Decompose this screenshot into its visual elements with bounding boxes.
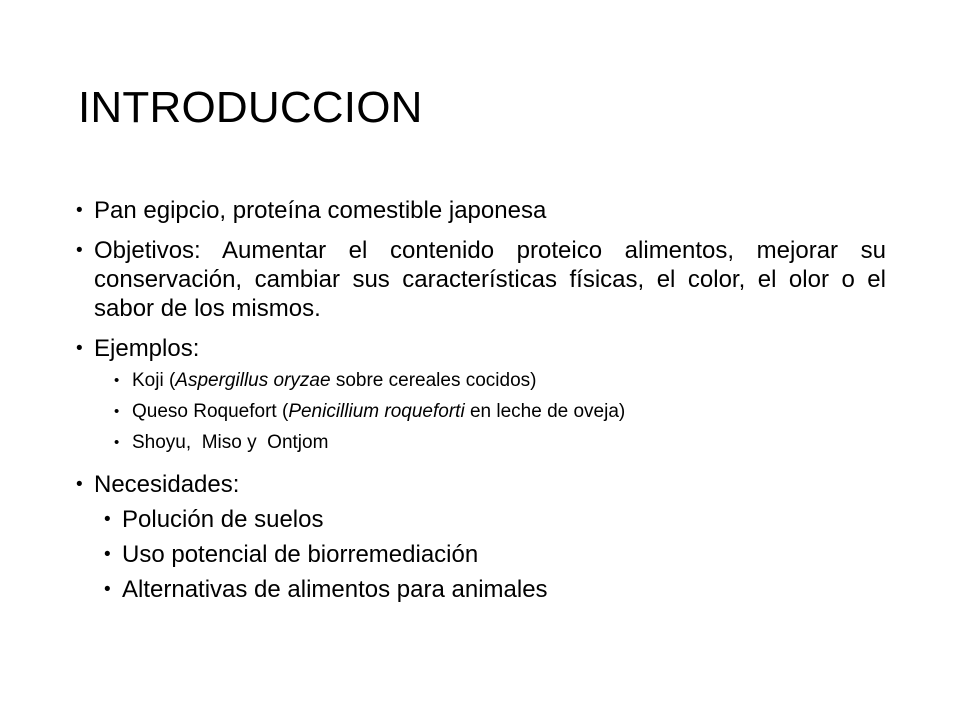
bullet-icon: • xyxy=(76,338,83,359)
bullet-icon: • xyxy=(104,509,111,530)
slide-body xyxy=(76,196,886,610)
bullet-text: Pan egipcio, proteína comestible japonesa xyxy=(94,197,547,224)
bullet-item-objetivos xyxy=(76,236,886,323)
sub-item-shoyu xyxy=(114,431,886,454)
bullet-icon: • xyxy=(104,579,111,600)
sub-item-polucion xyxy=(104,505,886,534)
bullet-icon: • xyxy=(76,474,83,495)
bullet-icon: • xyxy=(76,200,83,221)
sub-item-biorremediacion xyxy=(104,540,886,569)
bullet-icon: • xyxy=(76,240,83,261)
bullet-item-pan-egipcio xyxy=(76,196,886,225)
species-name: Aspergillus oryzae xyxy=(175,370,331,391)
sub-item-koji xyxy=(114,369,886,392)
sub-item-text: Polución de suelos xyxy=(122,506,324,533)
sub-item-text-post: sobre cereales cocidos) xyxy=(330,370,537,391)
bullet-icon: • xyxy=(104,544,111,565)
bullet-text: Ejemplos: xyxy=(94,335,200,362)
sub-item-alimentos-animales xyxy=(104,575,886,604)
bullet-icon: • xyxy=(114,372,120,389)
bullet-item-necesidades xyxy=(76,470,886,499)
species-name: Penicillium roqueforti xyxy=(288,401,465,422)
bullet-icon: • xyxy=(114,434,120,451)
sub-item-text-pre: Queso Roquefort ( xyxy=(132,401,289,422)
sub-item-text-pre: Koji ( xyxy=(132,370,176,391)
bullet-icon: • xyxy=(114,403,120,420)
sub-item-text: Uso potencial de biorremediación xyxy=(122,541,479,568)
sub-item-roquefort xyxy=(114,400,886,423)
bullet-text: Objetivos: Aumentar el contenido proteico alimentos, mejorar su conservación, cambiar sus características físicas, el color, el olor o el sabor de los mismos. xyxy=(94,237,886,322)
sub-item-text: Shoyu, Miso y Ontjom xyxy=(132,432,329,453)
bullet-text: Necesidades: xyxy=(94,471,240,498)
slide-title: INTRODUCCION xyxy=(78,83,423,132)
sub-item-text-post: en leche de oveja) xyxy=(464,401,626,422)
bullet-item-ejemplos xyxy=(76,334,886,363)
sub-item-text: Alternativas de alimentos para animales xyxy=(122,576,548,603)
